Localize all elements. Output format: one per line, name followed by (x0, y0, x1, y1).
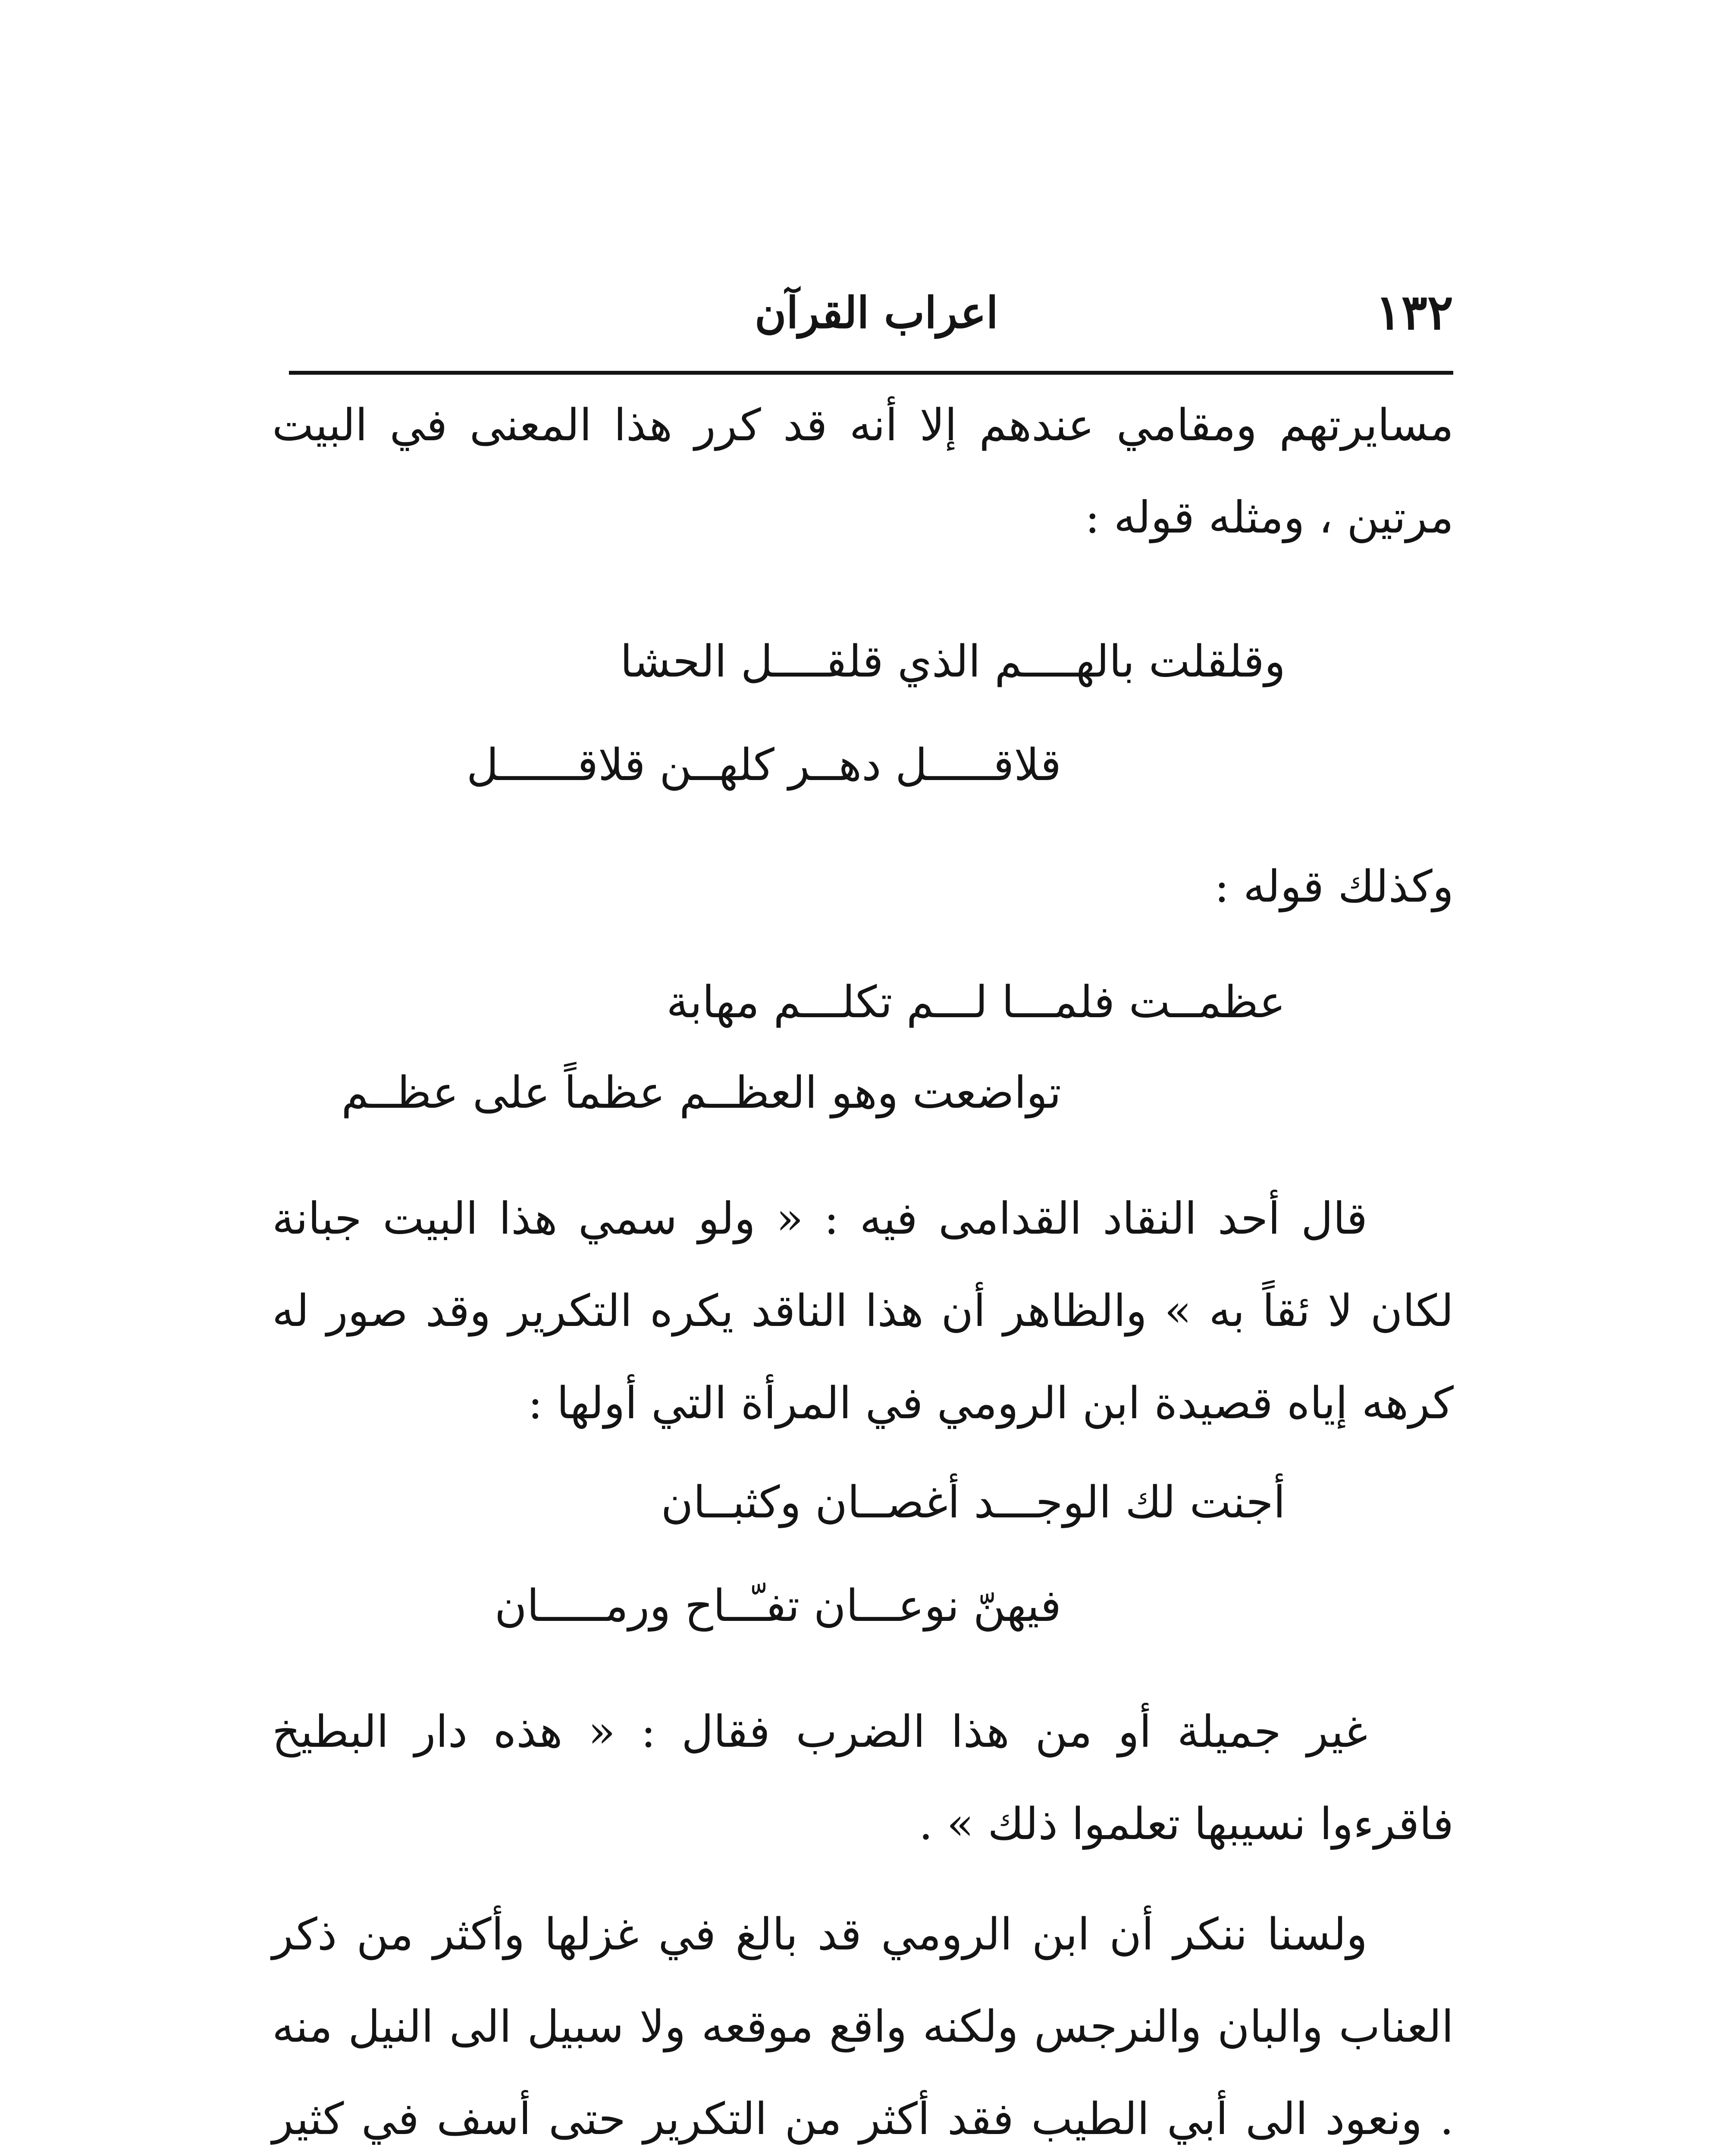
header-divider (289, 371, 1453, 375)
paragraph-1: مسايرتهم ومقامي عندهم إلا أنه قد كرر هذا المعنى في البيت مرتين ، ومثله قوله : (272, 400, 1454, 543)
paragraph-5: ولسنا ننكر أن ابن الرومي قد بالغ في غزلها وأكثر من ذكر العناب والبان والنرجس ولكنه واقع موقعه ولا سبيل الى النيل منه . ونعود الى أبي الطيب فقد أكثر من التكرير حتى أسف في كثير (272, 1909, 1454, 2145)
verse-3-first-hemistich: أجنت لك الوجـــد أغصــان وكثبــان (661, 1477, 1286, 1528)
page-number: ١٣٢ (1375, 284, 1453, 341)
verse-1-first-hemistich: وقلقلت بالهــــم الذي قلقــــل الحشا (620, 636, 1286, 687)
verse-2-second-hemistich: تواضعت وهو العظــم عظماً على عظــم (341, 1067, 1061, 1119)
paragraph-4: غير جميلة أو من هذا الضرب فقال : « هذه دار البطيخ فاقرءوا نسيبها تعلموا ذلك » . (272, 1706, 1454, 1850)
paragraph-2: وكذلك قوله : (1214, 861, 1454, 912)
page-header (289, 276, 1453, 349)
verse-1-second-hemistich: قلاقـــــل دهــر كلهــن قلاقــــــل (466, 740, 1061, 791)
paragraph-3: قال أحد النقاد القدامى فيه : « ولو سمي هذا البيت جبانة لكان لا ئقاً به » والظاهر أن هذا الناقد يكره التكرير وقد صور له كرهه إياه قصيدة ابن الرومي في المرأة التي أولها : (272, 1193, 1454, 1429)
verse-2-first-hemistich: عظمــت فلمـــا لـــم تكلـــم مهابة (666, 977, 1286, 1028)
running-title: اعراب القرآن (755, 287, 998, 338)
verse-3-second-hemistich: فيهنّ نوعـــان تفـّــاح ورمـــــان (494, 1580, 1061, 1632)
